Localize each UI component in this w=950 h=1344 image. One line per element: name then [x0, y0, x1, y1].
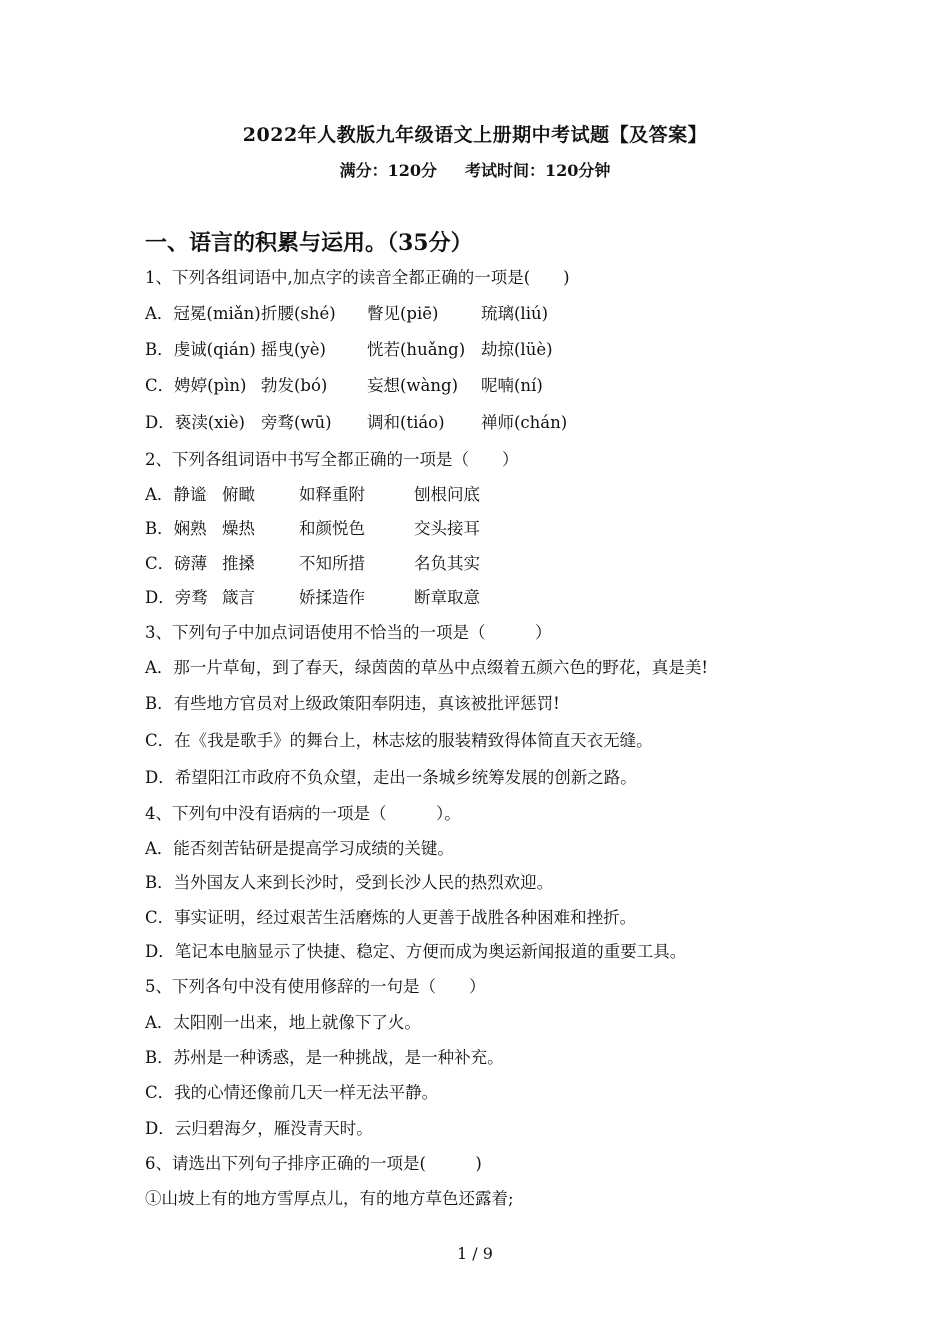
q6-item-1: ①山坡上有的地方雪厚点儿，有的地方草色还露着; — [145, 1189, 514, 1208]
option-item: 娇揉造作 — [299, 588, 365, 607]
q1-option-b — [145, 339, 553, 361]
q4-option-d: D．笔记本电脑显示了快捷、稳定、方便而成为奥运新闻报道的重要工具。 — [145, 942, 687, 961]
option-item: C．磅薄 — [145, 554, 208, 573]
option-item: 琉璃(liú) — [481, 304, 549, 323]
section-heading: 一、语言的积累与运用。（35分） — [145, 230, 473, 256]
question-6-stem: 6、请选出下列句子排序正确的一项是( ) — [145, 1154, 482, 1173]
option-item: A．静谧 — [145, 485, 207, 504]
question-1-stem: 1、下列各组词语中,加点字的读音全都正确的一项是( ) — [145, 268, 570, 287]
q3-option-c: C．在《我是歌手》的舞台上，林志炫的服装精致得体简直天衣无缝。 — [145, 731, 653, 750]
option-item: 勃发(bó) — [261, 376, 328, 395]
q5-option-a: A．太阳刚一出来，地上就像下了火。 — [145, 1013, 421, 1032]
q3-option-a: A．那一片草甸，到了春天，绿茵茵的草丛中点缀着五颜六色的野花，真是美! — [145, 658, 709, 677]
q5-option-c: C．我的心情还像前几天一样无法平静。 — [145, 1083, 439, 1102]
q4-option-c: C．事实证明，经过艰苦生活磨炼的人更善于战胜各种困难和挫折。 — [145, 908, 637, 927]
option-item: C．娉婷(pìn) — [145, 376, 247, 395]
option-item: 妄想(wàng) — [367, 376, 459, 395]
exam-info — [0, 158, 950, 181]
question-4-stem: 4、下列句中没有语病的一项是（ ）。 — [145, 804, 461, 823]
option-item: 和颜悦色 — [299, 519, 365, 538]
option-item: 交头接耳 — [414, 519, 480, 538]
q5-option-d: D．云归碧海夕，雁没青天时。 — [145, 1119, 373, 1138]
option-item: 瞥见(piē) — [367, 304, 439, 323]
option-item: 名负其实 — [414, 554, 480, 573]
q1-option-d — [145, 412, 567, 434]
q3-option-b: B．有些地方官员对上级政策阳奉阴违，真该被批评惩罚! — [145, 694, 560, 713]
option-item: 折腰(shé) — [261, 304, 336, 323]
option-item: A．冠冕(miǎn) — [145, 304, 261, 323]
option-item: 俯瞰 — [222, 485, 255, 504]
option-item: 摇曳(yè) — [261, 340, 326, 359]
option-item: 呢喃(ní) — [481, 376, 543, 395]
option-item: 箴言 — [222, 588, 255, 607]
option-item: 禅师(chán) — [481, 413, 568, 432]
q1-option-c — [145, 375, 543, 397]
q5-option-b: B．苏州是一种诱惑，是一种挑战，是一种补充。 — [145, 1048, 504, 1067]
exam-time: 考试时间：120分钟 — [465, 161, 611, 180]
q1-option-a — [145, 303, 548, 325]
option-item: D．旁骛 — [145, 588, 208, 607]
option-item: 旁骛(wū) — [261, 413, 332, 432]
full-score: 满分：120分 — [339, 161, 437, 180]
q2-option-b — [145, 518, 480, 540]
page-title: 2022年人教版九年级语文上册期中考试题【及答案】 — [242, 124, 708, 146]
option-item: 断章取意 — [414, 588, 480, 607]
option-item: 不知所措 — [299, 554, 365, 573]
q2-option-a — [145, 484, 480, 506]
q2-option-d — [145, 587, 480, 609]
option-item: B．虔诚(qián) — [145, 340, 256, 359]
option-item: 调和(tiáo) — [367, 413, 445, 432]
question-5-stem: 5、下列各句中没有使用修辞的一句是（ ） — [145, 977, 486, 996]
page-number: 1 / 9 — [457, 1244, 493, 1263]
q4-option-b: B．当外国友人来到长沙时，受到长沙人民的热烈欢迎。 — [145, 873, 554, 892]
option-item: 推搡 — [222, 554, 255, 573]
option-item: 如释重附 — [299, 485, 365, 504]
option-item: B．娴熟 — [145, 519, 207, 538]
question-3-stem: 3、下列句子中加点词语使用不恰当的一项是（ ） — [145, 623, 552, 642]
option-item: 劫掠(lüè) — [481, 340, 553, 359]
option-item: 刨根问底 — [414, 485, 480, 504]
q2-option-c — [145, 553, 480, 575]
q4-option-a: A．能否刻苦钻研是提高学习成绩的关键。 — [145, 839, 454, 858]
option-item: 恍若(huǎng) — [367, 340, 466, 359]
q3-option-d: D．希望阳江市政府不负众望，走出一条城乡统筹发展的创新之路。 — [145, 768, 637, 787]
option-item: D．亵渎(xiè) — [145, 413, 245, 432]
option-item: 燥热 — [222, 519, 255, 538]
question-2-stem: 2、下列各组词语中书写全都正确的一项是（ ） — [145, 450, 519, 469]
